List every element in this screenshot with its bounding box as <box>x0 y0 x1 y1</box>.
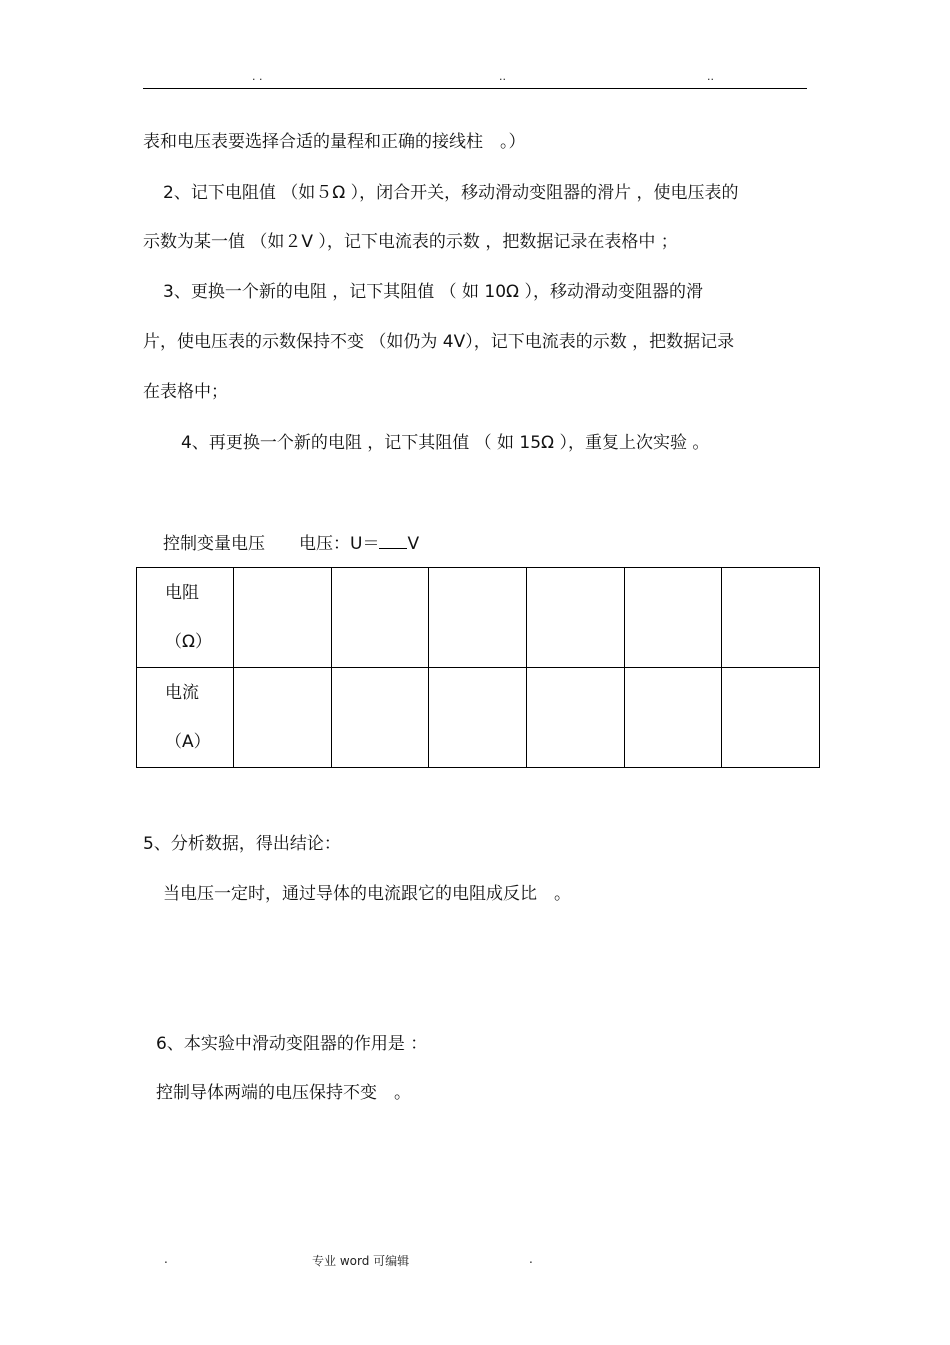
row-label-line1: 电流 <box>165 683 199 703</box>
table-row-label <box>137 668 234 768</box>
table-cell <box>234 568 332 668</box>
table-cell <box>429 668 527 768</box>
table-cell <box>331 668 429 768</box>
table-cell <box>429 568 527 668</box>
step3-line3: 在表格中； <box>143 382 228 402</box>
row-label-line2: （Ω） <box>165 632 212 652</box>
table-cell <box>624 668 722 768</box>
step2-line2: 示数为某一值 （如２V ），记下电流表的示数 ，把数据记录在表格中 ； <box>143 232 678 252</box>
step3-line2: 片，使电压表的示数保持不变 （如仍为 4V），记下电流表的示数 ，把数据记录 <box>143 332 735 352</box>
table-cell <box>722 568 820 668</box>
step3-line1: 3、更换一个新的电阻 ，记下其阻值 （ 如 10Ω ），移动滑动变阻器的滑 <box>163 282 703 302</box>
row-label-line1: 电阻 <box>165 583 199 603</box>
table-cell <box>526 668 624 768</box>
table-cell <box>234 668 332 768</box>
table-row-current <box>137 668 820 768</box>
voltage-blank <box>379 534 407 549</box>
table-caption-prefix: 控制变量电压 电压：U＝ <box>163 534 380 554</box>
step2-line1: 2、记下电阻值 （如５Ω ），闭合开关，移动滑动变阻器的滑片 ，使电压表的 <box>163 183 739 203</box>
header-dots-left: . . <box>252 70 263 83</box>
step5-conclusion: 当电压一定时，通过导体的电流跟它的电阻成反比 。 <box>163 884 571 904</box>
table-cell <box>526 568 624 668</box>
row-label-line2: （A） <box>165 732 211 752</box>
header-dots-middle: .. <box>499 70 506 83</box>
table-cell <box>624 568 722 668</box>
table-caption <box>163 534 419 553</box>
footer-dot-left: . <box>164 1252 168 1266</box>
table-row-label <box>137 568 234 668</box>
step6-answer: 控制导体两端的电压保持不变 。 <box>156 1083 411 1103</box>
header-rule <box>143 88 807 89</box>
step4-line: 4、再更换一个新的电阻 ，记下其阻值 （ 如 15Ω ），重复上次实验 。 <box>181 433 710 453</box>
data-table <box>136 567 820 768</box>
header-dots-right: .. <box>707 70 714 83</box>
step6-title: 6、本实验中滑动变阻器的作用是 ： <box>156 1034 428 1054</box>
step1-tail: 表和电压表要选择合适的量程和正确的接线柱 。） <box>143 132 526 152</box>
step5-title: 5、分析数据，得出结论： <box>143 834 341 854</box>
table-cell <box>722 668 820 768</box>
footer-text: 专业 word 可编辑 <box>312 1254 410 1268</box>
footer-dot-right: . <box>529 1252 533 1266</box>
table-caption-unit: V <box>407 534 420 554</box>
table-row-resistance <box>137 568 820 668</box>
table-cell <box>331 568 429 668</box>
